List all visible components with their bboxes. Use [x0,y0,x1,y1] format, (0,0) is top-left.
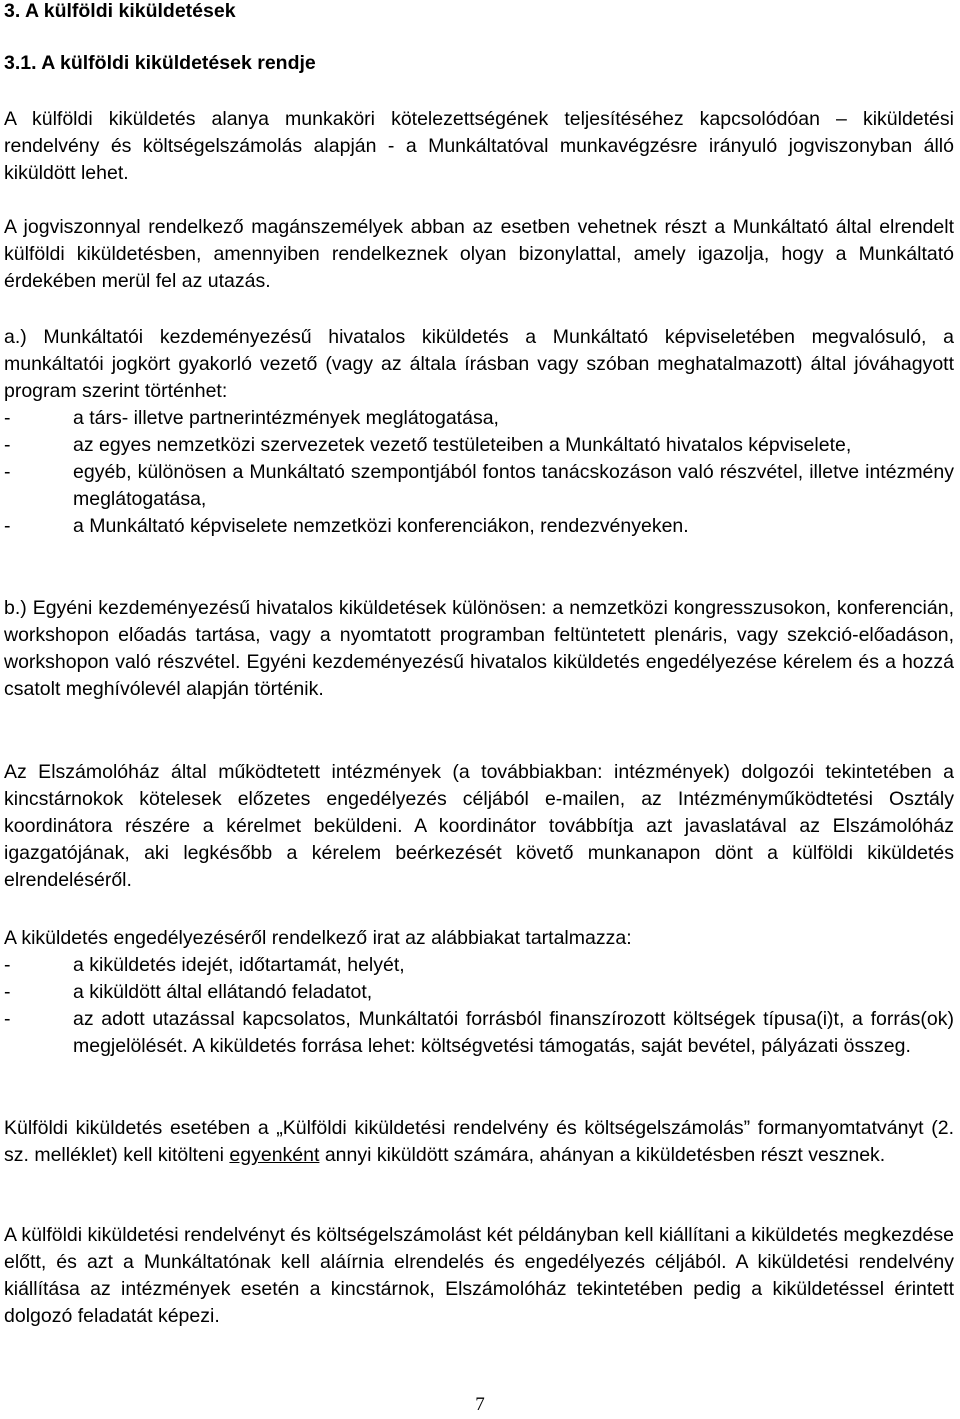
dash-marker: - [4,407,11,429]
section-heading: 3. A külföldi kiküldetések [4,0,236,22]
dash-marker: - [4,1008,11,1030]
list-item: - az adott utazással kapcsolatos, Munkáltatói forrásból finanszírozott költségek típusa(i)t, a forrás(ok) megjelölését. A kiküldetés forrása lehet: költségvetési támogatás, saját bevétel, pályázati összeg. [4,1008,954,1057]
paragraph-5: Az Elszámolóház által működtetett intézmények (a továbbiakban: intézmények) dolgozói tekintetében a kincstárnokok kötelesek előzetes engedélyezés céljából e-mailen, az Intézményműködtetési Osztály koordinátora részére a kérelmet beküldeni. A koordinátor továbbítja azt javaslatával az Elszámolóház igazgatójának, aki legkésőbb a kérelem beérkezését követő munkanapon dönt a külföldi kiküldetés elrendeléséről. [4,761,954,891]
list-item: - a társ- illetve partnerintézmények meglátogatása, [4,405,954,432]
list-item: - egyéb, különösen a Munkáltató szempontjából fontos tanácskozáson való részvétel, illetve intézmény meglátogatása, [4,461,954,510]
list-item: - az egyes nemzetközi szervezetek vezető testületeiben a Munkáltató hivatalos képviselete, [4,432,954,459]
dash-marker: - [4,461,11,483]
paragraph-1-block [4,106,954,187]
paragraph-8-block [4,1222,954,1330]
paragraph-2-block [4,214,954,295]
subsection-heading: 3.1. A külföldi kiküldetések rendje [4,52,316,74]
paragraph-3-block [4,324,954,540]
paragraph-2: A jogviszonnyal rendelkező magánszemélyek abban az esetben vehetnek részt a Munkáltató által elrendelt külföldi kiküldetésben, amennyiben rendelkeznek olyan bizonylattal, amely igazolja, hogy a Munkáltató érdekében merül fel az utazás. [4,216,954,292]
paragraph-6: A kiküldetés engedélyezéséről rendelkező irat az alábbiakat tartalmazza: [4,927,632,949]
paragraph-4-block [4,595,954,703]
list-1 [4,405,954,540]
paragraph-1: A külföldi kiküldetés alanya munkaköri kötelezettségének teljesítéséhez kapcsolódóan – kiküldetési rendelvény és költségelszámolás alapján - a Munkáltatóval munkavégzésre irányuló jogviszonyban álló kiküldött lehet. [4,108,954,184]
paragraph-5-block [4,759,954,894]
dash-marker: - [4,981,11,1003]
dash-marker: - [4,515,11,537]
list-2 [4,952,954,1060]
list-item: - a kiküldött által ellátandó feladatot, [4,979,954,1006]
paragraph-7: Külföldi kiküldetés esetében a „Külföldi kiküldetési rendelvény és költségelszámolás” formanyomtatványt (2. sz. melléklet) kell kitölteni egyenként annyi kiküldött számára, ahányan a kiküldetésben részt vesznek. [4,1117,954,1166]
paragraph-6-block [4,925,954,1060]
page-number: 7 [475,1394,485,1415]
dash-marker: - [4,954,11,976]
dash-marker: - [4,434,11,456]
list-item: - a Munkáltató képviselete nemzetközi konferenciákon, rendezvényeken. [4,513,954,540]
list-item: - a kiküldetés idejét, időtartamát, helyét, [4,952,954,979]
paragraph-3: a.) Munkáltatói kezdeményezésű hivatalos kiküldetés a Munkáltató képviseletében megvalósuló, a munkáltatói jogkört gyakorló vezető (vagy az általa írásban vagy szóban meghatalmazott) által jóváhagyott program szerint történhet: [4,326,954,402]
paragraph-8: A külföldi kiküldetési rendelvényt és költségelszámolást két példányban kell kiállítani a kiküldetés megkezdése előtt, és azt a Munkáltatónak kell aláírnia elrendelés és engedélyezés céljából. A kiküldetési rendelvény kiállítása az intézmények esetén a kincstárnok, Elszámolóház tekintetében pedig a kiküldetéssel érintett dolgozó feladatát képezi. [4,1224,954,1327]
underlined-word: egyenként [229,1144,320,1166]
paragraph-7-block [4,1115,954,1169]
paragraph-4: b.) Egyéni kezdeményezésű hivatalos kiküldetések különösen: a nemzetközi kongresszusokon, konferencián, workshopon előadás tartása, vagy a nyomtatott programban feltüntetett plenáris, vagy szekció-előadáson, workshopon való részvétel. Egyéni kezdeményezésű hivatalos kiküldetés engedélyezése kérelem és a hozzá csatolt meghívólevél alapján történik. [4,597,954,700]
